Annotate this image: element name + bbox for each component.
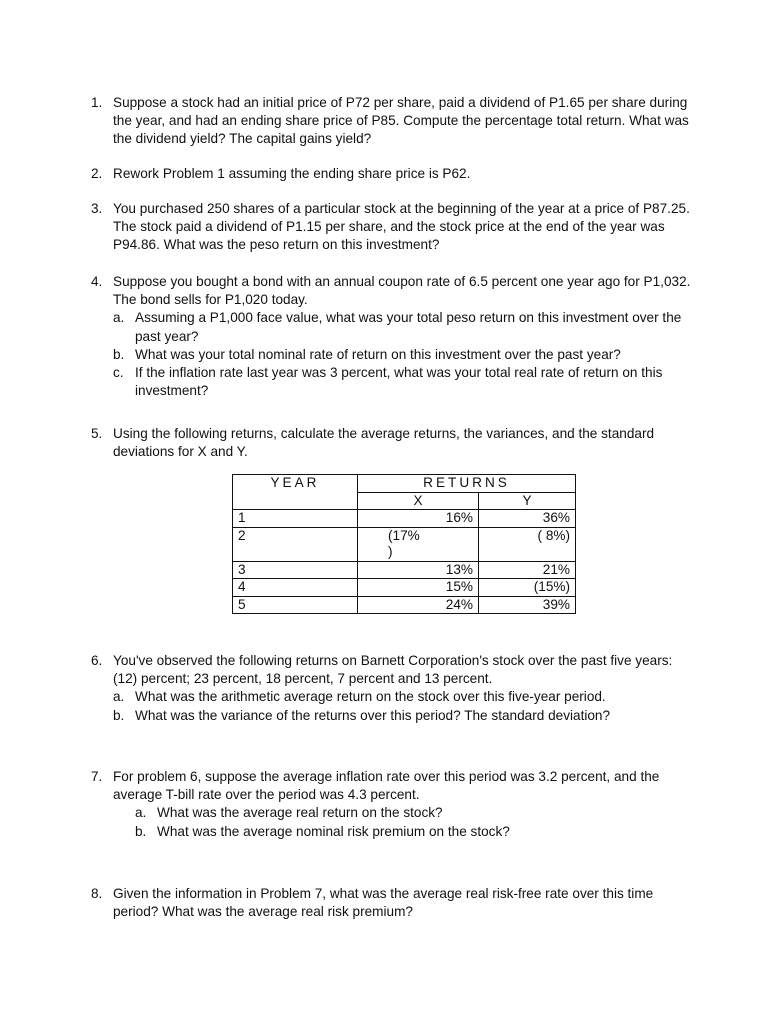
question-number: 8. [91, 886, 103, 901]
y-cell: ( 8%) [479, 527, 576, 561]
question-4 [91, 273, 691, 400]
subquestion-text: If the inflation rate last year was 3 percent, what was your total real rate of return on this investment? [135, 365, 663, 399]
subquestion-letter: b. [135, 823, 147, 839]
table-row [233, 579, 576, 597]
year-cell: 3 [233, 561, 358, 579]
y-cell: (15%) [479, 579, 576, 597]
x-cell: 16% [358, 510, 479, 528]
subquestion-letter: a. [113, 689, 125, 705]
question-text: Using the following returns, calculate the average returns, the variances, and the standard deviations for X and Y. [113, 426, 655, 460]
table-row [233, 527, 576, 561]
subquestion-letter: b. [113, 346, 125, 362]
subquestion-text: Assuming a P1,000 face value, what was your total peso return on this investment over the past year? [135, 310, 682, 344]
subquestion-letter: a. [113, 310, 125, 326]
year-header: YEAR [233, 475, 358, 510]
question-8 [91, 885, 691, 921]
question-stem: You've observed the following returns on Barnett Corporation's stock over the past five years: (12) percent; 23 percent, 18 percent, 7 percent and 13 percent. [113, 653, 673, 687]
table-row [233, 596, 576, 614]
year-cell: 5 [233, 596, 358, 614]
y-cell: 21% [479, 561, 576, 579]
subquestion-letter: b. [113, 707, 125, 723]
question-number: 1. [91, 95, 103, 110]
subquestion-text: What was your total nominal rate of return on this investment over the past year? [135, 346, 621, 362]
question-stem: Suppose you bought a bond with an annual coupon rate of 6.5 percent one year ago for P1,032. The bond sells for P1,020 today. [113, 274, 691, 308]
subquestion-a [113, 688, 691, 706]
y-cell: 39% [479, 596, 576, 614]
question-text [113, 768, 691, 841]
returns-header: RETURNS [358, 475, 576, 493]
question-5 [91, 425, 691, 461]
question-text [113, 273, 691, 400]
subquestion-text: What was the arithmetic average return on the stock over this five-year period. [135, 689, 606, 705]
returns-table [232, 474, 576, 614]
question-3 [91, 200, 691, 255]
subquestion-a [135, 804, 691, 822]
x-cell: (17% ) [358, 527, 479, 561]
subquestion-b [113, 346, 691, 364]
question-stem: For problem 6, suppose the average inflation rate over this period was 3.2 percent, and the average T-bill rate over the period was 4.3 percent. [113, 769, 660, 803]
subquestion-b [135, 823, 691, 841]
question-number: 7. [91, 769, 103, 784]
subquestion-letter: a. [135, 805, 147, 821]
table-row [233, 510, 576, 528]
year-cell: 2 [233, 527, 358, 561]
subquestion-b [113, 707, 691, 725]
subquestion-a [113, 309, 691, 345]
x-cell: 24% [358, 596, 479, 614]
year-cell: 1 [233, 510, 358, 528]
question-2 [91, 165, 691, 183]
question-number: 4. [91, 274, 103, 289]
subquestion-letter: c. [113, 365, 124, 381]
x-header: X [358, 492, 479, 510]
question-text: You purchased 250 shares of a particular stock at the beginning of the year at a price of P87.25. The stock paid a dividend of P1.15 per share, and the stock price at the end of the year was P94.86. What was the peso return on this investment? [113, 201, 690, 253]
question-text [113, 652, 691, 725]
question-number: 2. [91, 166, 103, 181]
question-6 [91, 652, 691, 725]
question-text: Suppose a stock had an initial price of P72 per share, paid a dividend of P1.65 per share during the year, and had an ending share price of P85. Compute the percentage total return. What was the dividend yield? The capital gains yield? [113, 95, 689, 147]
subquestion-text: What was the average real return on the stock? [157, 805, 443, 821]
table-row [233, 561, 576, 579]
y-cell: 36% [479, 510, 576, 528]
year-cell: 4 [233, 579, 358, 597]
question-number: 6. [91, 653, 103, 668]
x-cell: 13% [358, 561, 479, 579]
question-text: Given the information in Problem 7, what was the average real risk-free rate over this time period? What was the average real risk premium? [113, 886, 654, 920]
question-7 [91, 768, 691, 841]
subquestion-text: What was the average nominal risk premium on the stock? [157, 823, 510, 839]
question-number: 5. [91, 426, 103, 441]
question-1 [91, 94, 691, 149]
question-text: Rework Problem 1 assuming the ending share price is P62. [113, 166, 471, 181]
question-number: 3. [91, 201, 103, 216]
subquestion-text: What was the variance of the returns over this period? The standard deviation? [135, 707, 611, 723]
subquestion-c [113, 364, 691, 400]
y-header: Y [479, 492, 576, 510]
x-cell: 15% [358, 579, 479, 597]
